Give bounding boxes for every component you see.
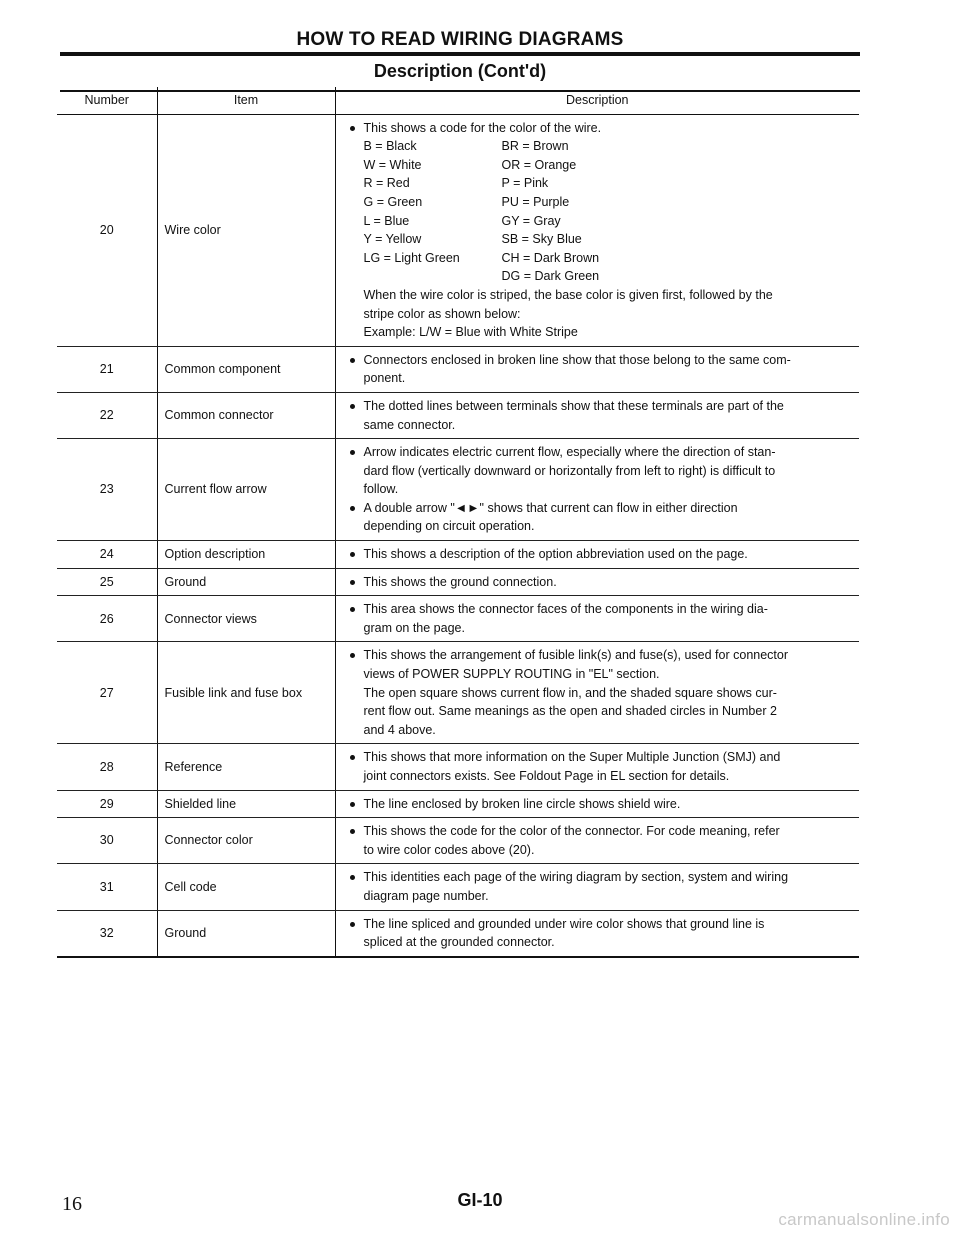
bullet-line: Arrow indicates electric current flow, especially where the direction of stan-	[348, 443, 854, 462]
text-line: follow.	[363, 482, 399, 497]
watermark: carmanualsonline.info	[778, 1210, 950, 1229]
table-row	[57, 910, 859, 957]
title-rule	[60, 52, 860, 56]
row-item: Reference	[157, 744, 335, 790]
table-row	[57, 596, 859, 642]
table-row	[57, 642, 859, 744]
row-description	[335, 346, 859, 392]
page-subtitle: Description (Cont'd)	[373, 61, 547, 81]
row-item: Shielded line	[157, 790, 335, 818]
bullet-line: This shows that more information on the Super Multiple Junction (SMJ) and	[348, 748, 854, 767]
bullet-line: This shows a code for the color of the wire.	[348, 119, 854, 138]
text-line: rent flow out. Same meanings as the open and shaded circles in Number 2	[363, 704, 777, 719]
row-number: 23	[57, 439, 157, 541]
text-line: same connector.	[363, 417, 456, 432]
bullet-line: A double arrow "◄►" shows that current can flow in either direction	[348, 499, 854, 518]
row-item: Fusible link and fuse box	[157, 642, 335, 744]
table-row	[57, 818, 859, 864]
color-code-row: R = Red P = Pink	[363, 176, 549, 191]
row-description	[335, 818, 859, 864]
text-line: joint connectors exists. See Foldout Page in EL section for details.	[363, 769, 730, 783]
table-header-row	[57, 87, 859, 114]
row-description	[335, 392, 859, 438]
table-row	[57, 439, 859, 541]
row-number: 27	[57, 642, 157, 744]
table-row	[57, 392, 859, 438]
row-description	[335, 114, 859, 346]
bullet-line: Connectors enclosed in broken line show that those belong to the same com-	[348, 351, 854, 370]
row-item: Common connector	[157, 392, 335, 438]
row-item: Wire color	[157, 114, 335, 346]
page-title: HOW TO READ WIRING DIAGRAMS	[296, 29, 624, 50]
color-code-row: B = Black BR = Brown	[363, 139, 569, 154]
row-item: Connector color	[157, 818, 335, 864]
text-line: stripe color as shown below:	[363, 306, 521, 321]
text-line: spliced at the grounded connector.	[363, 935, 555, 950]
row-number: 26	[57, 596, 157, 642]
row-number: 29	[57, 790, 157, 818]
row-item: Ground	[157, 568, 335, 596]
row-number: 32	[57, 910, 157, 957]
row-number: 22	[57, 392, 157, 438]
row-description	[335, 541, 859, 569]
row-item: Current flow arrow	[157, 439, 335, 541]
row-description	[335, 568, 859, 596]
bullet-line: The line spliced and grounded under wire color shows that ground line is	[348, 915, 854, 934]
row-number: 24	[57, 541, 157, 569]
row-description	[335, 790, 859, 818]
text-line: When the wire color is striped, the base color is given first, followed by the	[363, 287, 773, 302]
color-code-row: DG = Dark Green	[501, 269, 600, 284]
bullet-line: The dotted lines between terminals show that these terminals are part of the	[348, 397, 854, 416]
text-line: The open square shows current flow in, and the shaded square shows cur-	[363, 685, 777, 700]
table-row	[57, 864, 859, 910]
bullet-line: This shows the arrangement of fusible link(s) and fuse(s), used for connector	[348, 646, 854, 665]
header-description: Description	[335, 87, 859, 114]
row-item: Cell code	[157, 864, 335, 910]
page-header	[60, 28, 860, 92]
row-number: 21	[57, 346, 157, 392]
table-row	[57, 541, 859, 569]
table-row	[57, 114, 859, 346]
row-item: Ground	[157, 910, 335, 957]
text-line: depending on circuit operation.	[363, 519, 535, 534]
row-number: 25	[57, 568, 157, 596]
row-description	[335, 642, 859, 744]
row-description	[335, 596, 859, 642]
page-number: 16	[62, 1193, 82, 1215]
color-code-row: LG = Light Green CH = Dark Brown	[363, 250, 600, 265]
row-description	[335, 864, 859, 910]
description-table	[57, 87, 859, 958]
row-description	[335, 910, 859, 957]
row-description	[335, 439, 859, 541]
row-item: Common component	[157, 346, 335, 392]
row-item: Connector views	[157, 596, 335, 642]
row-description	[335, 744, 859, 790]
bullet-line: This shows the ground connection.	[348, 573, 854, 592]
header-number: Number	[57, 87, 157, 114]
color-code-row: W = White OR = Orange	[363, 157, 577, 172]
page-code: GI-10	[457, 1190, 503, 1210]
table-row	[57, 744, 859, 790]
header-item: Item	[157, 87, 335, 114]
row-number: 31	[57, 864, 157, 910]
table-row	[57, 568, 859, 596]
text-line: to wire color codes above (20).	[363, 842, 535, 857]
text-line: dard flow (vertically downward or horizontally from left to right) is difficult to	[363, 463, 776, 478]
color-code-row: Y = Yellow SB = Sky Blue	[363, 232, 582, 247]
text-line: and 4 above.	[363, 722, 436, 737]
bullet-line: This shows the code for the color of the connector. For code meaning, refer	[348, 822, 854, 841]
text-line: views of POWER SUPPLY ROUTING in "EL" section.	[363, 667, 660, 682]
text-line: ponent.	[363, 371, 406, 386]
text-line: diagram page number.	[363, 888, 489, 903]
row-number: 30	[57, 818, 157, 864]
table-row	[57, 790, 859, 818]
table-row	[57, 346, 859, 392]
bullet-line: The line enclosed by broken line circle shows shield wire.	[348, 795, 854, 814]
color-code-row: L = Blue GY = Gray	[363, 213, 561, 228]
row-item: Option description	[157, 541, 335, 569]
text-line: Example: L/W = Blue with White Stripe	[363, 325, 578, 340]
bullet-line: This area shows the connector faces of the components in the wiring dia-	[348, 600, 854, 619]
row-number: 20	[57, 114, 157, 346]
text-line: gram on the page.	[363, 620, 465, 635]
color-code-row: G = Green PU = Purple	[363, 194, 570, 209]
row-number: 28	[57, 744, 157, 790]
bullet-line: This shows a description of the option abbreviation used on the page.	[348, 545, 854, 564]
bullet-line: This identities each page of the wiring diagram by section, system and wiring	[348, 868, 854, 887]
